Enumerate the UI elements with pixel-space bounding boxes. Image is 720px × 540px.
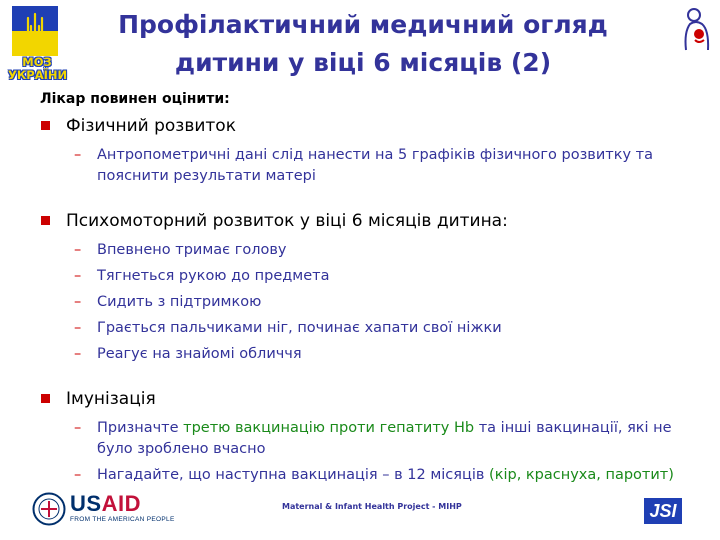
list-item-text: Впевнено тримає голову <box>97 242 287 258</box>
dash-bullet-icon: – <box>74 294 82 310</box>
dash-bullet-icon: – <box>74 467 82 483</box>
list-item <box>40 292 680 313</box>
dash-bullet-icon: – <box>74 320 82 336</box>
list-item <box>40 418 680 460</box>
dash-bullet-icon: – <box>74 346 82 362</box>
list-item-highlight: (кір, краснуха, паротит) <box>489 467 674 483</box>
usaid-logo-us: US <box>70 491 102 516</box>
section-physical <box>40 114 680 138</box>
usaid-seal-icon <box>32 492 66 526</box>
jsi-logo: JSI <box>644 498 682 524</box>
moz-logo-line1: МОЗ <box>22 55 52 69</box>
list-item <box>40 344 680 365</box>
moz-logo <box>8 6 66 90</box>
list-item-text: Антропометричні дані слід нанести на 5 графіків фізичного розвитку та пояснити результати матері <box>97 147 653 184</box>
trident-icon <box>25 12 45 50</box>
slide-content <box>40 88 680 486</box>
list-item <box>40 266 680 287</box>
usaid-logo <box>70 492 141 516</box>
list-item <box>40 318 680 339</box>
dash-bullet-icon: – <box>74 242 82 258</box>
square-bullet-icon <box>41 216 50 225</box>
moz-logo-text <box>8 56 66 82</box>
title-line-1: Профілактичний медичний огляд <box>118 10 608 39</box>
list-item-highlight: третю вакцинацію проти гепатиту Hb <box>183 420 475 436</box>
title-line-2: дитини у віці 6 місяців (2) <box>174 48 552 77</box>
list-item-text: Реагує на знайомі обличчя <box>97 346 302 362</box>
section-title: Фізичний розвиток <box>66 116 236 136</box>
usaid-tagline: FROM THE AMERICAN PEOPLE <box>70 516 175 523</box>
mother-child-icon <box>678 6 714 52</box>
section-title: Психомоторний розвиток у віці 6 місяців дитина: <box>66 211 508 231</box>
moz-logo-line2: УКРАЇНИ <box>8 68 68 82</box>
list-item <box>40 465 680 486</box>
list-item-text: Сидить з підтримкою <box>97 294 262 310</box>
list-item-text: Нагадайте, що наступна вакцинація – в 12 місяців <box>97 467 490 483</box>
dash-bullet-icon: – <box>74 147 82 163</box>
list-item-text: Тягнеться рукою до предмета <box>97 268 330 284</box>
ukraine-flag-icon <box>12 6 58 56</box>
list-item-text-end: та інші вакцинації, які не було зроблено вчасно <box>97 420 672 457</box>
list-item-text: Призначте <box>97 420 184 436</box>
project-footer-text: Maternal & Infant Health Project - MIHP <box>282 502 462 511</box>
intro-heading: Лікар повинен оцінити: <box>40 91 230 107</box>
footer <box>0 488 720 534</box>
list-item <box>40 240 680 261</box>
list-item-text: Грається пальчиками ніг, починає хапати свої ніжки <box>97 320 502 336</box>
section-psychomotor <box>40 209 680 233</box>
section-title: Імунізація <box>66 389 156 409</box>
square-bullet-icon <box>41 394 50 403</box>
dash-bullet-icon: – <box>74 268 82 284</box>
list-item <box>40 145 680 187</box>
square-bullet-icon <box>41 121 50 130</box>
dash-bullet-icon: – <box>74 420 82 436</box>
section-immunization <box>40 387 680 411</box>
usaid-logo-aid: AID <box>101 491 141 516</box>
page-title <box>78 6 648 82</box>
